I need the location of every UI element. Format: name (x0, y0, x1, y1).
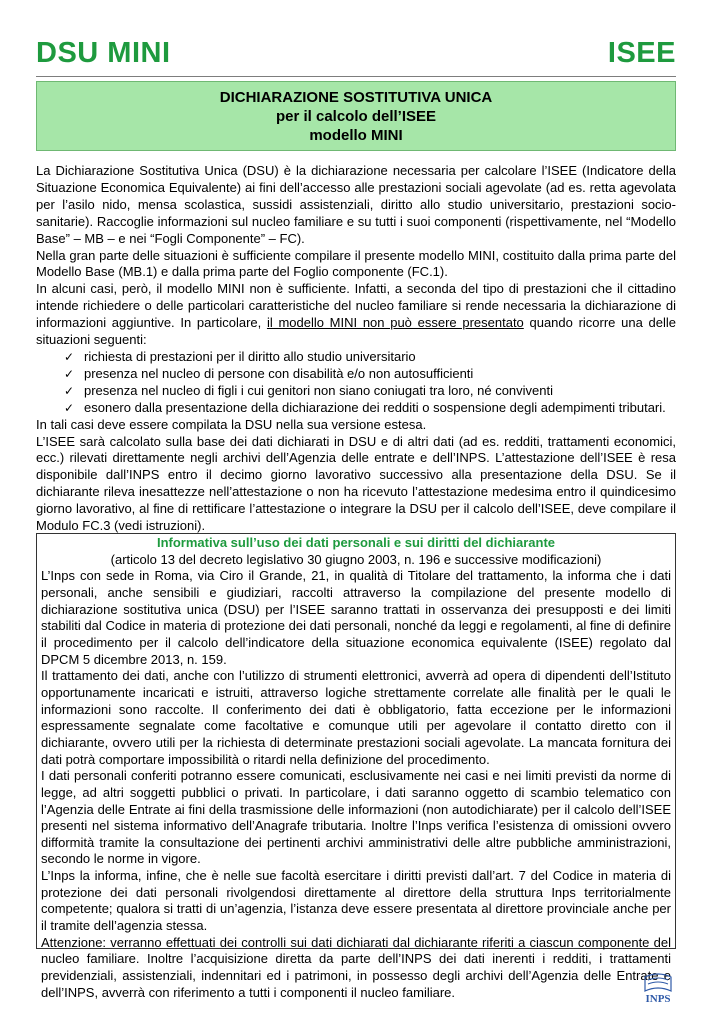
privacy-paragraph-4: L’Inps la informa, infine, che è nelle sue facoltà esercitare i diritti previsti dall’art. 7 del Codice in materia di protezione dei dati personali rivolgendosi direttamente al direttore della struttura Inps territorialmente competente; qualora si tratti di un’agenzia, l’istanza deve essere presentata al direttore provinciale anche per il tramite dell’agenzia stessa. (41, 868, 671, 934)
privacy-notice-title: Informativa sull’uso dei dati personali e sui diritti del dichiarante (156, 535, 556, 550)
intro-paragraph-2: Nella gran parte delle situazioni è sufficiente compilare il presente modello MINI, costituito dalla prima parte del Modello Base (MB.1) e dalla prima parte del Foglio componente (FC.1). (36, 247, 676, 280)
privacy-paragraph-1: L’Inps con sede in Roma, via Ciro il Grande, 21, in qualità di Titolare del trattamento, la informa che i dati personali, anche sensibili e giudiziari, raccolti attraverso la compilazione del presente modello di dichiarazione sostitutiva unica (DSU) per l’ISEE saranno trattati in osservanza dei presupposti e dei limiti stabiliti dal Codice in materia di protezione dei dati personali, nonché da leggi e regolamenti, al fine di definire il procedimento per il calcolo dell’indicatore della situazione economica equivalente (ISEE) regolato dal DPCM 5 dicembre 2013, n. 159. (41, 568, 671, 667)
intro-p3-end: quando ricorre una delle situazioni seguenti: (36, 315, 676, 348)
inps-logo-text: INPS (645, 993, 671, 1005)
checkmark-icon: ✓ (64, 383, 75, 398)
title-line-1: DICHIARAZIONE SOSTITUTIVA UNICA (219, 88, 493, 106)
intro-section (36, 163, 676, 535)
intro-paragraph-3 (36, 281, 676, 349)
checkmark-icon: ✓ (64, 366, 75, 381)
title-banner (36, 81, 676, 151)
title-line-3: modello MINI (309, 126, 403, 144)
checkmark-icon: ✓ (64, 349, 75, 364)
header-isee: ISEE (607, 37, 676, 69)
list-item (64, 366, 676, 383)
list-item (64, 400, 676, 417)
intro-paragraph-4: In tali casi deve essere compilata la DSU nella sua versione estesa. (36, 416, 427, 432)
list-item (64, 349, 676, 366)
privacy-notice-box (36, 533, 676, 1000)
list-item-text: esonero dalla presentazione della dichiarazione dei redditi o sospensione degli adempimenti tributari. (84, 399, 666, 415)
privacy-paragraph-3: I dati personali conferiti potranno essere comunicati, esclusivamente nei casi e nei limiti previsti da norme di legge, ad altri soggetti pubblici o privati. In particolare, i dati saranno oggetto di scambio telematico con l’Agenzia delle Entrate ai fini della trasmissione delle informazioni (non autodichiarate) per il calcolo dell’ISEE presenti nel sistema informativo dell’Anagrafe tributaria. Inoltre l’Inps verifica l’esistenza di omissioni ovvero difformità tramite la consultazione dei pertinenti archivi amministrativi delle altre pubbliche amministrazioni, secondo le norme in vigore. (41, 768, 671, 867)
checkmark-icon: ✓ (64, 400, 75, 415)
privacy-notice-subtitle: (articolo 13 del decreto legislativo 30 giugno 2003, n. 196 e successive modificazioni) (110, 551, 602, 567)
intro-p3-start: In alcuni casi, però, il modello MINI non è sufficiente. Infatti, a seconda del tipo di prestazioni che il cittadino intende richiedere o delle particolari caratteristiche del nucleo familiare si rende necessaria la dichiarazione di informazioni aggiuntive. In particolare, (36, 281, 676, 331)
inps-logo (641, 971, 675, 1005)
header-dsu-mini: DSU MINI (36, 37, 171, 69)
title-line-2: per il calcolo dell’ISEE (275, 107, 437, 125)
intro-paragraph-1: La Dichiarazione Sostitutiva Unica (DSU) è la dichiarazione necessaria per calcolare l’ISEE (Indicatore della Situazione Economica Equivalente) ai fini dell’accesso alle prestazioni sociali agevolate (ad es. retta agevolata per l’asilo nido, mensa scolastica, sussidi assistenziali, diritto allo studio universitario, prestazioni socio-sanitarie). Raccoglie informazioni sul nucleo familiare e su tutti i suoi componenti (rispettivamente, nel “Modello Base” – MB – e nei “Fogli Componente” – FC). (36, 163, 676, 246)
privacy-paragraph-2: Il trattamento dei dati, anche con l’utilizzo di strumenti elettronici, avverrà ad opera di dipendenti dell’Istituto opportunamente incaricati e istruiti, attraverso logiche strettamente correlate alle finalità per le quali le informazioni sono raccolte. Il conferimento dei dati è obbligatorio, fatta eccezione per le informazioni espressamente segnalate come facoltative e comunque utili per agevolare il contatto diretto con il dichiarante, ovvero utili per la richiesta di determinate prestazioni sociali agevolate. La mancata fornitura dei dati potrà comportare impossibilità o ritardi nella definizione del procedimento. (41, 668, 671, 767)
privacy-paragraph-5: Attenzione: verranno effettuati dei controlli sui dati dichiarati dal dichiarante riferiti a ciascun componente del nucleo familiare. Inoltre l’acquisizione diretta da parte dell’INPS dei dati inerenti i redditi, i trattamenti previdenziali, assistenziali, indennitari ed i patrimoni, in possesso degli archivi dell’Agenzia delle Entrate e dell’INPS, avverrà con riferimento a tutti i componenti il nucleo familiare. (41, 934, 671, 1000)
intro-paragraph-5: L’ISEE sarà calcolato sulla base dei dati dichiarati in DSU e di altri dati (ad es. redditi, trattamenti economici, ecc.) rilevati direttamente negli archivi dell’Agenzia delle entrate e dell’INPS. L’attestazione dell’ISEE è resa disponibile dall’INPS entro il decimo giorno lavorativo successivo alla presentazione della DSU. Se il dichiarante rileva inesattezze nell’attestazione o non ha ricevuto l’attestazione medesima entro il quindicesimo giorno lavorativo, al fine di rettificare l’attestazione o integrare la DSU per il calcolo dell’ISEE, deve compilare il Modulo FC.3 (vedi istruzioni). (36, 433, 676, 534)
inps-logo-icon (641, 971, 675, 1005)
situations-list (36, 349, 676, 417)
intro-p3-underlined: il modello MINI non può essere presentato (266, 315, 524, 331)
header-divider (36, 76, 676, 77)
list-item-text: richiesta di prestazioni per il diritto allo studio universitario (84, 348, 416, 364)
list-item-text: presenza nel nucleo di figli i cui genitori non siano coniugati tra loro, né conviventi (84, 382, 554, 398)
list-item-text: presenza nel nucleo di persone con disabilità e/o non autosufficienti (84, 365, 474, 381)
list-item (64, 383, 676, 400)
